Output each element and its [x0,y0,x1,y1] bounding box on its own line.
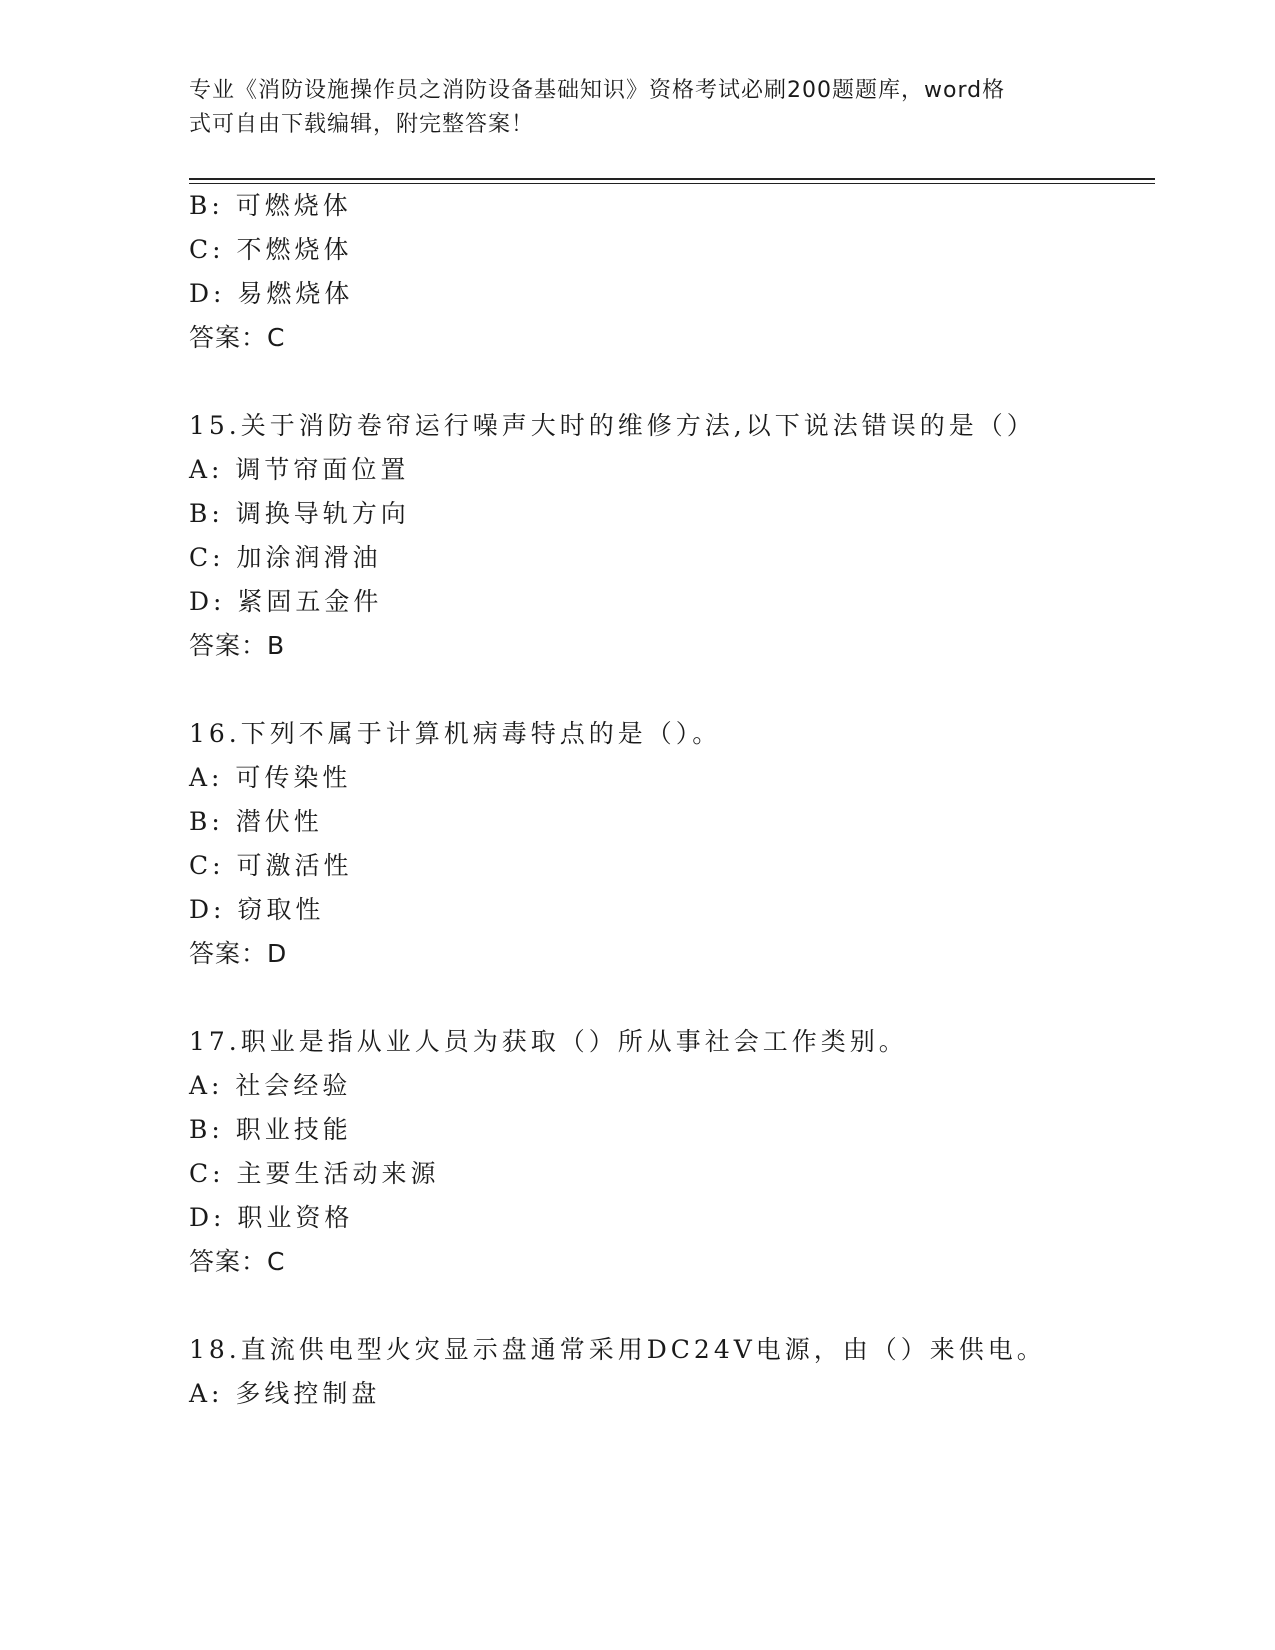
header-line-2: 式可自由下载编辑，附完整答案！ [189,112,535,137]
prev-option-c: C: 不燃烧体 [189,235,353,264]
question-17-option-b: B: 职业技能 [189,1115,352,1144]
question-17-answer: 答案：C [189,1247,286,1276]
question-15-option-a: A: 调节帘面位置 [189,455,410,484]
header-divider-thin [189,183,1155,184]
question-17-stem: 17.职业是指从业人员为获取（）所从事社会工作类别。 [189,1027,908,1056]
question-17-option-a: A: 社会经验 [189,1071,352,1100]
question-17-option-c: C: 主要生活动来源 [189,1159,440,1188]
question-15-option-c: C: 加涂润滑油 [189,543,382,572]
prev-answer: 答案：C [189,323,286,352]
question-15-answer: 答案：B [189,631,286,660]
question-16-option-d: D: 窃取性 [189,895,325,924]
question-18-option-a: A: 多线控制盘 [189,1379,381,1408]
question-18-stem: 18.直流供电型火灾显示盘通常采用DC24V电源，由（）来供电。 [189,1335,1046,1364]
header-line-1: 专业《消防设施操作员之消防设备基础知识》资格考试必刷200题题库，word格 [189,78,1006,103]
question-16-option-a: A: 可传染性 [189,763,352,792]
question-17-option-d: D: 职业资格 [189,1203,354,1232]
question-15-option-b: B: 调换导轨方向 [189,499,410,528]
document-header [189,74,1069,142]
question-15-stem: 15.关于消防卷帘运行噪声大时的维修方法,以下说法错误的是（） [189,411,1036,440]
question-15-option-d: D: 紧固五金件 [189,587,383,616]
question-16-option-c: C: 可激活性 [189,851,353,880]
question-16-answer: 答案：D [189,939,288,968]
question-16-option-b: B: 潜伏性 [189,807,323,836]
question-16-stem: 16.下列不属于计算机病毒特点的是（）。 [189,719,722,748]
prev-option-d: D: 易燃烧体 [189,279,354,308]
header-divider-thick [189,178,1155,180]
prev-option-b: B: 可燃烧体 [189,191,352,220]
